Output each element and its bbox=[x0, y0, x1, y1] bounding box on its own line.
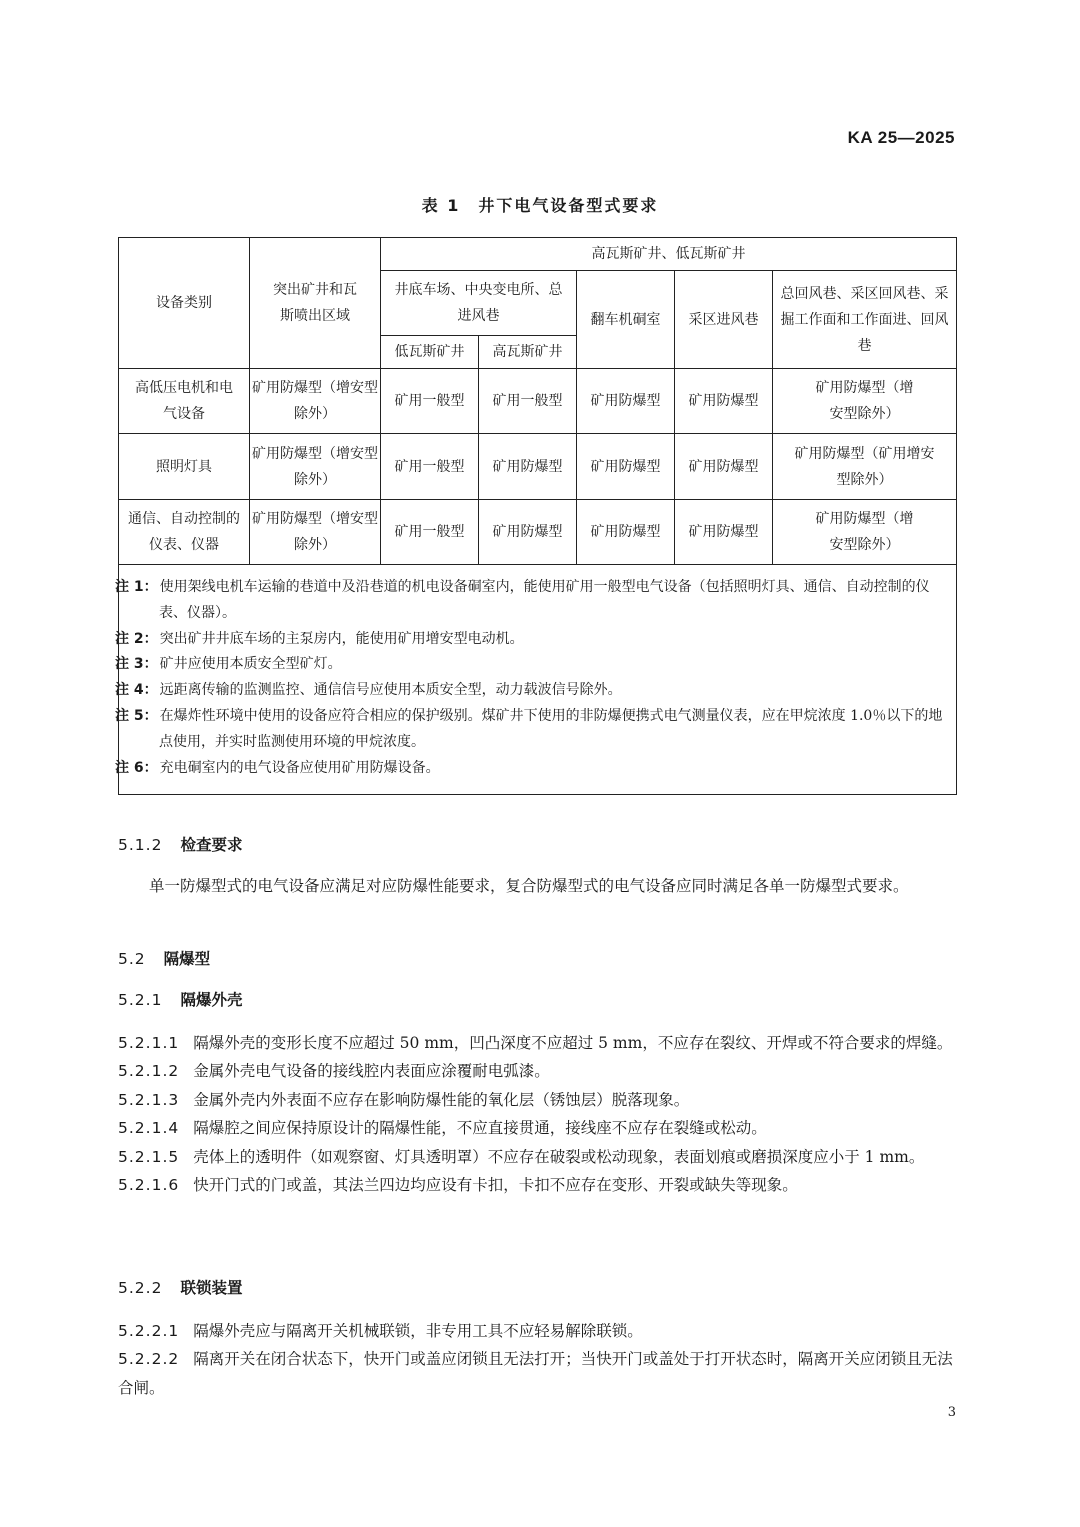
cell-outburst: 矿用防爆型（增安型除外） bbox=[250, 500, 381, 565]
cell-high-gas: 矿用防爆型 bbox=[479, 500, 577, 565]
cell-outburst: 矿用防爆型（增安型除外） bbox=[250, 369, 381, 434]
cell-tipper: 矿用防爆型 bbox=[577, 369, 675, 434]
section-5-2-2 bbox=[118, 1274, 956, 1402]
cell-high-gas: 矿用防爆型 bbox=[479, 434, 577, 500]
table-row bbox=[119, 434, 957, 500]
header-return-air: 总回风巷、采区回风巷、采掘工作面和工作面进、回风巷 bbox=[773, 271, 957, 369]
cell-low-gas: 矿用一般型 bbox=[381, 500, 479, 565]
note-item: 注 6： 充电硐室内的电气设备应使用矿用防爆设备。 bbox=[115, 759, 440, 776]
paragraph: 单一防爆型式的电气设备应满足对应防爆性能要求，复合防爆型式的电气设备应同时满足各单一防爆型式要求。 bbox=[149, 876, 909, 895]
section-5-1-2 bbox=[118, 831, 956, 900]
table-row bbox=[119, 369, 957, 434]
note-item: 注 1： 使用架线电机车运输的巷道中及沿巷道的机电设备硐室内，能使用矿用一般型电气设备（包括照明灯具、通信、自动控制的仪表、仪器）。 bbox=[115, 579, 930, 621]
cell-tipper: 矿用防爆型 bbox=[577, 500, 675, 565]
section-heading: 5.2 隔爆型 bbox=[118, 950, 211, 968]
cell-return: 矿用防爆型（增安型除外） bbox=[773, 369, 957, 434]
cell-category: 通信、自动控制的仪表、仪器 bbox=[119, 500, 250, 565]
note-item: 注 5： 在爆炸性环境中使用的设备应符合相应的保护级别。煤矿井下使用的非防爆便携式电气测量仪表，应在甲烷浓度 1.0％以下的地点使用，并实时监测使用环境的甲烷浓度。 bbox=[115, 707, 943, 750]
header-low-gas-mine: 低瓦斯矿井 bbox=[381, 336, 479, 369]
cell-return: 矿用防爆型（增安型除外） bbox=[773, 500, 957, 565]
section-heading: 5.1.2 检查要求 bbox=[118, 836, 243, 854]
clause-item: 5.2.1.1 隔爆外壳的变形长度不应超过 50 mm，凹凸深度不应超过 5 mm，不应存在裂纹、开焊或不符合要求的焊缝。 bbox=[118, 1033, 953, 1052]
header-high-low-gas: 高瓦斯矿井、低瓦斯矿井 bbox=[381, 238, 957, 271]
header-category: 设备类别 bbox=[119, 238, 250, 369]
cell-high-gas: 矿用一般型 bbox=[479, 369, 577, 434]
table-row bbox=[119, 500, 957, 565]
cell-tipper: 矿用防爆型 bbox=[577, 434, 675, 500]
clause-item: 5.2.2.1 隔爆外壳应与隔离开关机械联锁，非专用工具不应轻易解除联锁。 bbox=[118, 1321, 643, 1340]
clause-item: 5.2.1.2 金属外壳电气设备的接线腔内表面应涂覆耐电弧漆。 bbox=[118, 1062, 550, 1080]
section-heading: 5.2.2 联锁装置 bbox=[118, 1279, 243, 1297]
header-mining-intake: 采区进风巷 bbox=[675, 271, 773, 369]
equipment-type-table bbox=[115, 237, 957, 795]
clause-item: 5.2.1.6 快开门式的门或盖，其法兰四边均应设有卡扣，卡扣不应存在变形、开裂或缺失等现象。 bbox=[118, 1176, 798, 1194]
clause-item: 5.2.1.4 隔爆腔之间应保持原设计的隔爆性能，不应直接贯通，接线座不应存在裂缝或松动。 bbox=[118, 1119, 767, 1137]
header-high-gas-mine: 高瓦斯矿井 bbox=[479, 336, 577, 369]
cell-low-gas: 矿用一般型 bbox=[381, 369, 479, 434]
cell-category: 照明灯具 bbox=[119, 434, 250, 500]
header-outburst: 突出矿井和瓦斯喷出区域 bbox=[250, 238, 381, 369]
clause-item: 5.2.1.3 金属外壳内外表面不应存在影响防爆性能的氧化层（锈蚀层）脱落现象。 bbox=[118, 1090, 690, 1109]
page-number: 3 bbox=[947, 1405, 956, 1420]
section-5-2 bbox=[118, 945, 956, 974]
table-title: 表 1 井下电气设备型式要求 bbox=[421, 196, 659, 215]
cell-return: 矿用防爆型（矿用增安型除外） bbox=[773, 434, 957, 500]
section-heading: 5.2.1 隔爆外壳 bbox=[118, 991, 243, 1009]
clause-item: 5.2.2.2 隔离开关在闭合状态下，快开门或盖应闭锁且无法打开；当快开门或盖处于打开状态时，隔离开关应闭锁且无法合闸。 bbox=[118, 1350, 953, 1397]
cell-intake: 矿用防爆型 bbox=[675, 434, 773, 500]
standard-code: KA 25—2025 bbox=[847, 128, 955, 147]
note-item: 注 2： 突出矿井井底车场的主泵房内，能使用矿用增安型电动机。 bbox=[115, 630, 524, 647]
header-shaft-bottom: 井底车场、中央变电所、总进风巷 bbox=[381, 271, 577, 336]
cell-outburst: 矿用防爆型（增安型除外） bbox=[250, 434, 381, 500]
clause-item: 5.2.1.5 壳体上的透明件（如观察窗、灯具透明罩）不应存在破裂或松动现象，表面划痕或磨损深度应小于 1 mm。 bbox=[118, 1147, 925, 1166]
cell-category: 高低压电机和电气设备 bbox=[119, 369, 250, 434]
note-item: 注 3： 矿井应使用本质安全型矿灯。 bbox=[115, 656, 342, 673]
table-notes bbox=[115, 565, 957, 795]
note-item: 注 4： 远距离传输的监测监控、通信信号应使用本质安全型，动力载波信号除外。 bbox=[115, 682, 622, 699]
cell-intake: 矿用防爆型 bbox=[675, 369, 773, 434]
cell-intake: 矿用防爆型 bbox=[675, 500, 773, 565]
section-5-2-1 bbox=[118, 986, 956, 1200]
cell-low-gas: 矿用一般型 bbox=[381, 434, 479, 500]
header-tipper-room: 翻车机硐室 bbox=[577, 271, 675, 369]
